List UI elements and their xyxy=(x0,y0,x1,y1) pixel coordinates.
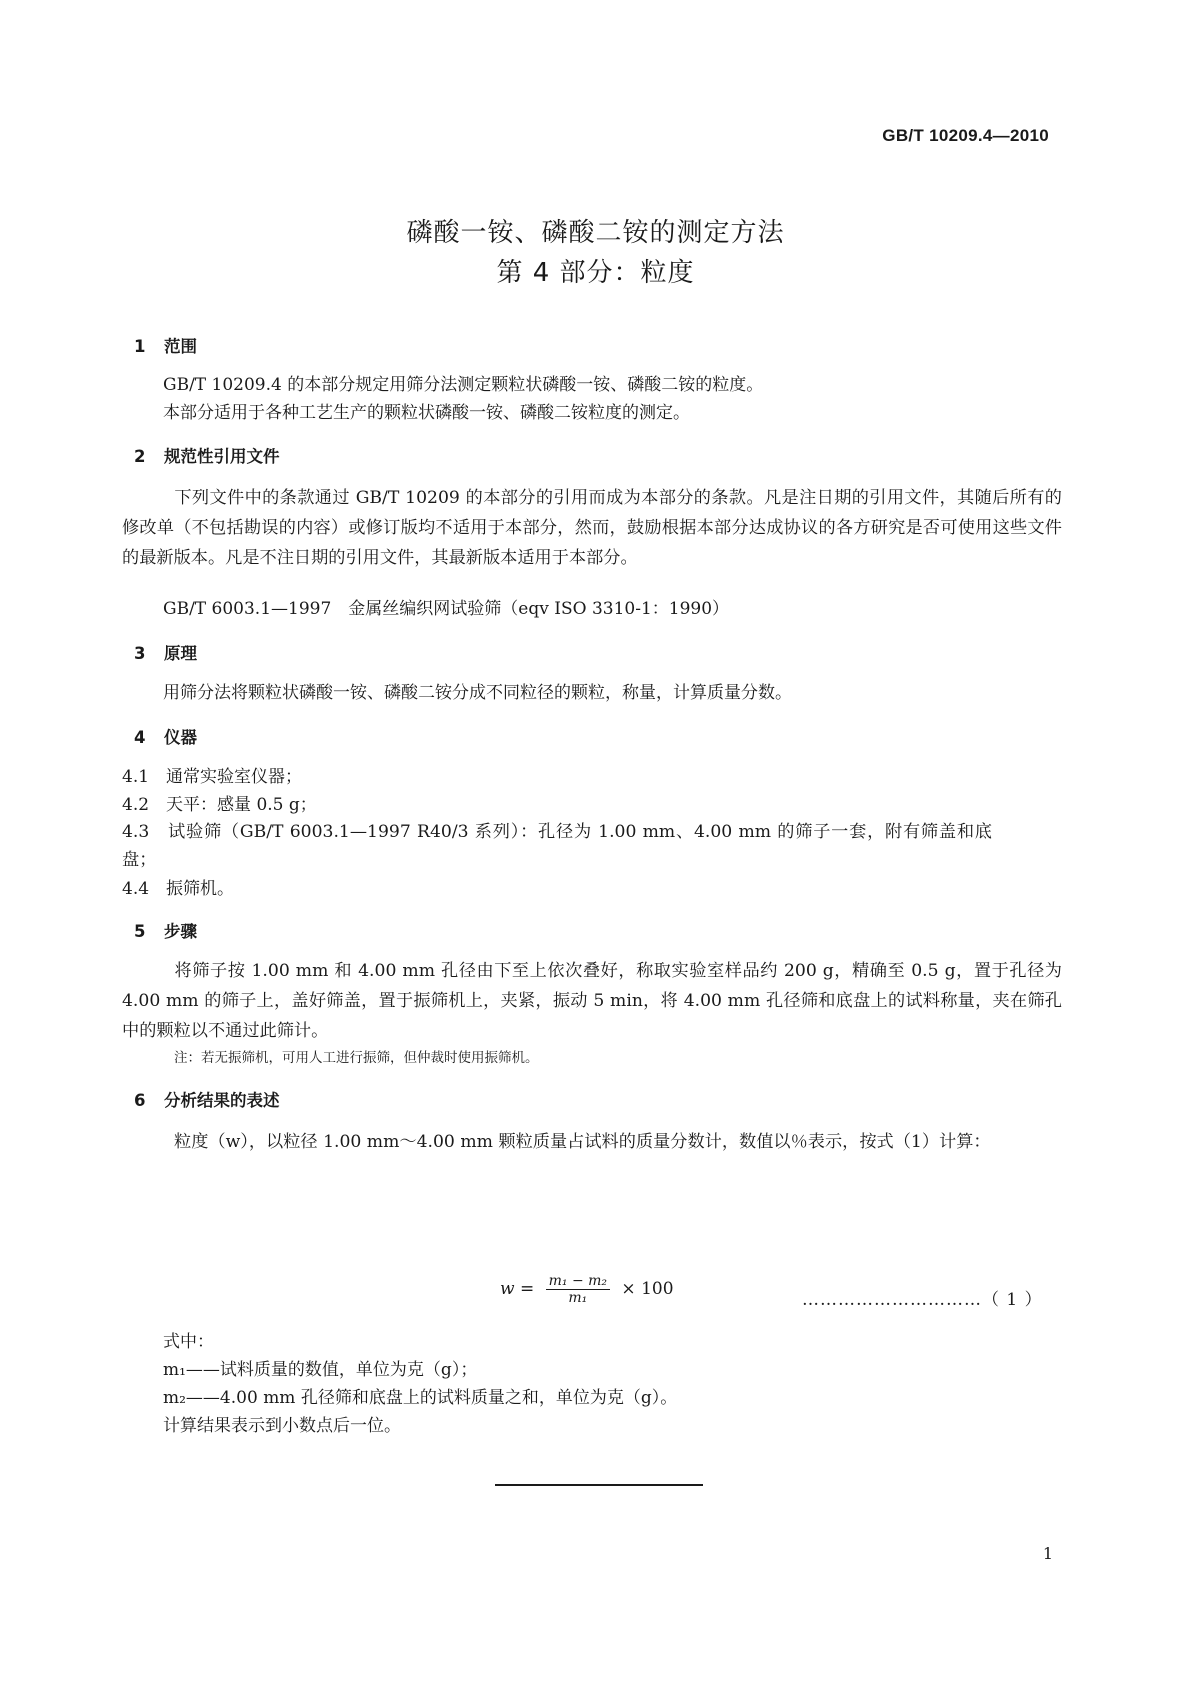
formula-fraction xyxy=(546,1273,610,1306)
section-1-heading xyxy=(134,333,197,357)
procedure-paragraph xyxy=(122,956,1062,1046)
where-label: 式中： xyxy=(163,1332,214,1352)
section-title: 步骤 xyxy=(164,922,197,941)
section-title: 范围 xyxy=(164,337,197,356)
page-number: 1 xyxy=(1042,1544,1053,1563)
apparatus-item: 4.1 通常实验室仪器； xyxy=(122,767,303,787)
formula-lhs: w = xyxy=(500,1279,535,1299)
formula-rhs: × 100 xyxy=(621,1279,674,1299)
section-5-heading xyxy=(134,918,197,942)
formula-1 xyxy=(500,1273,674,1306)
apparatus-item: 4.2 天平：感量 0.5 g； xyxy=(122,795,317,815)
section-number: 6 xyxy=(134,1091,146,1110)
scope-line-1: GB/T 10209.4 的本部分规定用筛分法测定颗粒状磷酸一铵、磷酸二铵的粒度。 xyxy=(163,375,764,395)
section-number: 1 xyxy=(134,337,146,356)
formula-denominator: m₁ xyxy=(568,1290,588,1306)
paragraph-text: 下列文件中的条款通过 GB/T 10209 的本部分的引用而成为本部分的条款。凡是注日期的引用文件，其随后所有的修改单（不包括勘误的内容）或修订版均不适用于本部分，然而，鼓励根据本部分达成协议的各方研究是否可使用这些文件的最新版本。凡是不注日期的引用文件，其最新版本适用于本部分。 xyxy=(122,488,1062,568)
document-number: GB/T 10209.4—2010 xyxy=(882,126,1049,145)
paragraph-text: 粒度（w），以粒径 1.00 mm～4.00 mm 颗粒质量占试料的质量分数计，数值以％表示，按式（1）计算： xyxy=(174,1132,991,1152)
results-paragraph xyxy=(122,1127,1062,1157)
section-number: 3 xyxy=(134,644,146,663)
normative-references-paragraph xyxy=(122,483,1062,573)
formula-numerator: m₁ − m₂ xyxy=(546,1273,610,1290)
section-title: 原理 xyxy=(164,644,197,663)
section-title: 分析结果的表述 xyxy=(164,1091,280,1110)
variable-m1-definition: m₁——试料质量的数值，单位为克（g）； xyxy=(163,1360,478,1380)
equation-label: …………………………（ 1 ） xyxy=(802,1290,1043,1310)
procedure-note: 注：若无振筛机，可用人工进行振筛，但仲裁时使用振筛机。 xyxy=(174,1050,539,1066)
section-title: 仪器 xyxy=(164,728,197,747)
principle-paragraph: 用筛分法将颗粒状磷酸一铵、磷酸二铵分成不同粒径的颗粒，称量，计算质量分数。 xyxy=(163,683,792,703)
section-number: 5 xyxy=(134,922,146,941)
section-4-heading xyxy=(134,724,197,748)
reference-entry: GB/T 6003.1—1997 金属丝编织网试验筛（eqv ISO 3310-1：1990） xyxy=(163,599,730,619)
section-number: 4 xyxy=(134,728,146,747)
paragraph-text: 将筛子按 1.00 mm 和 4.00 mm 孔径由下至上依次叠好，称取实验室样品约 200 g，精确至 0.5 g，置于孔径为 4.00 mm 的筛子上，盖好筛盖，置于振筛机上，夹紧，振动 5 min，将 4.00 mm 孔径筛和底盘上的试料称量，夹在筛孔中的颗粒以不通过此筛计。 xyxy=(122,961,1062,1041)
document-subtitle: 第 4 部分：粒度 xyxy=(496,258,695,288)
end-rule xyxy=(495,1484,703,1486)
rounding-statement: 计算结果表示到小数点后一位。 xyxy=(163,1416,401,1436)
section-number: 2 xyxy=(134,447,146,466)
apparatus-item: 4.3 试验筛（GB/T 6003.1—1997 R40/3 系列）：孔径为 1.00 mm、4.00 mm 的筛子一套，附有筛盖和底盘； xyxy=(122,822,992,870)
scope-line-2: 本部分适用于各种工艺生产的颗粒状磷酸一铵、磷酸二铵粒度的测定。 xyxy=(163,403,690,423)
document-title: 磷酸一铵、磷酸二铵的测定方法 xyxy=(406,218,785,248)
section-6-heading xyxy=(134,1087,280,1111)
variable-m2-definition: m₂——4.00 mm 孔径筛和底盘上的试料质量之和，单位为克（g）。 xyxy=(163,1388,678,1408)
section-title: 规范性引用文件 xyxy=(164,447,280,466)
section-3-heading xyxy=(134,640,197,664)
apparatus-item: 4.4 振筛机。 xyxy=(122,879,235,899)
section-2-heading xyxy=(134,443,280,467)
